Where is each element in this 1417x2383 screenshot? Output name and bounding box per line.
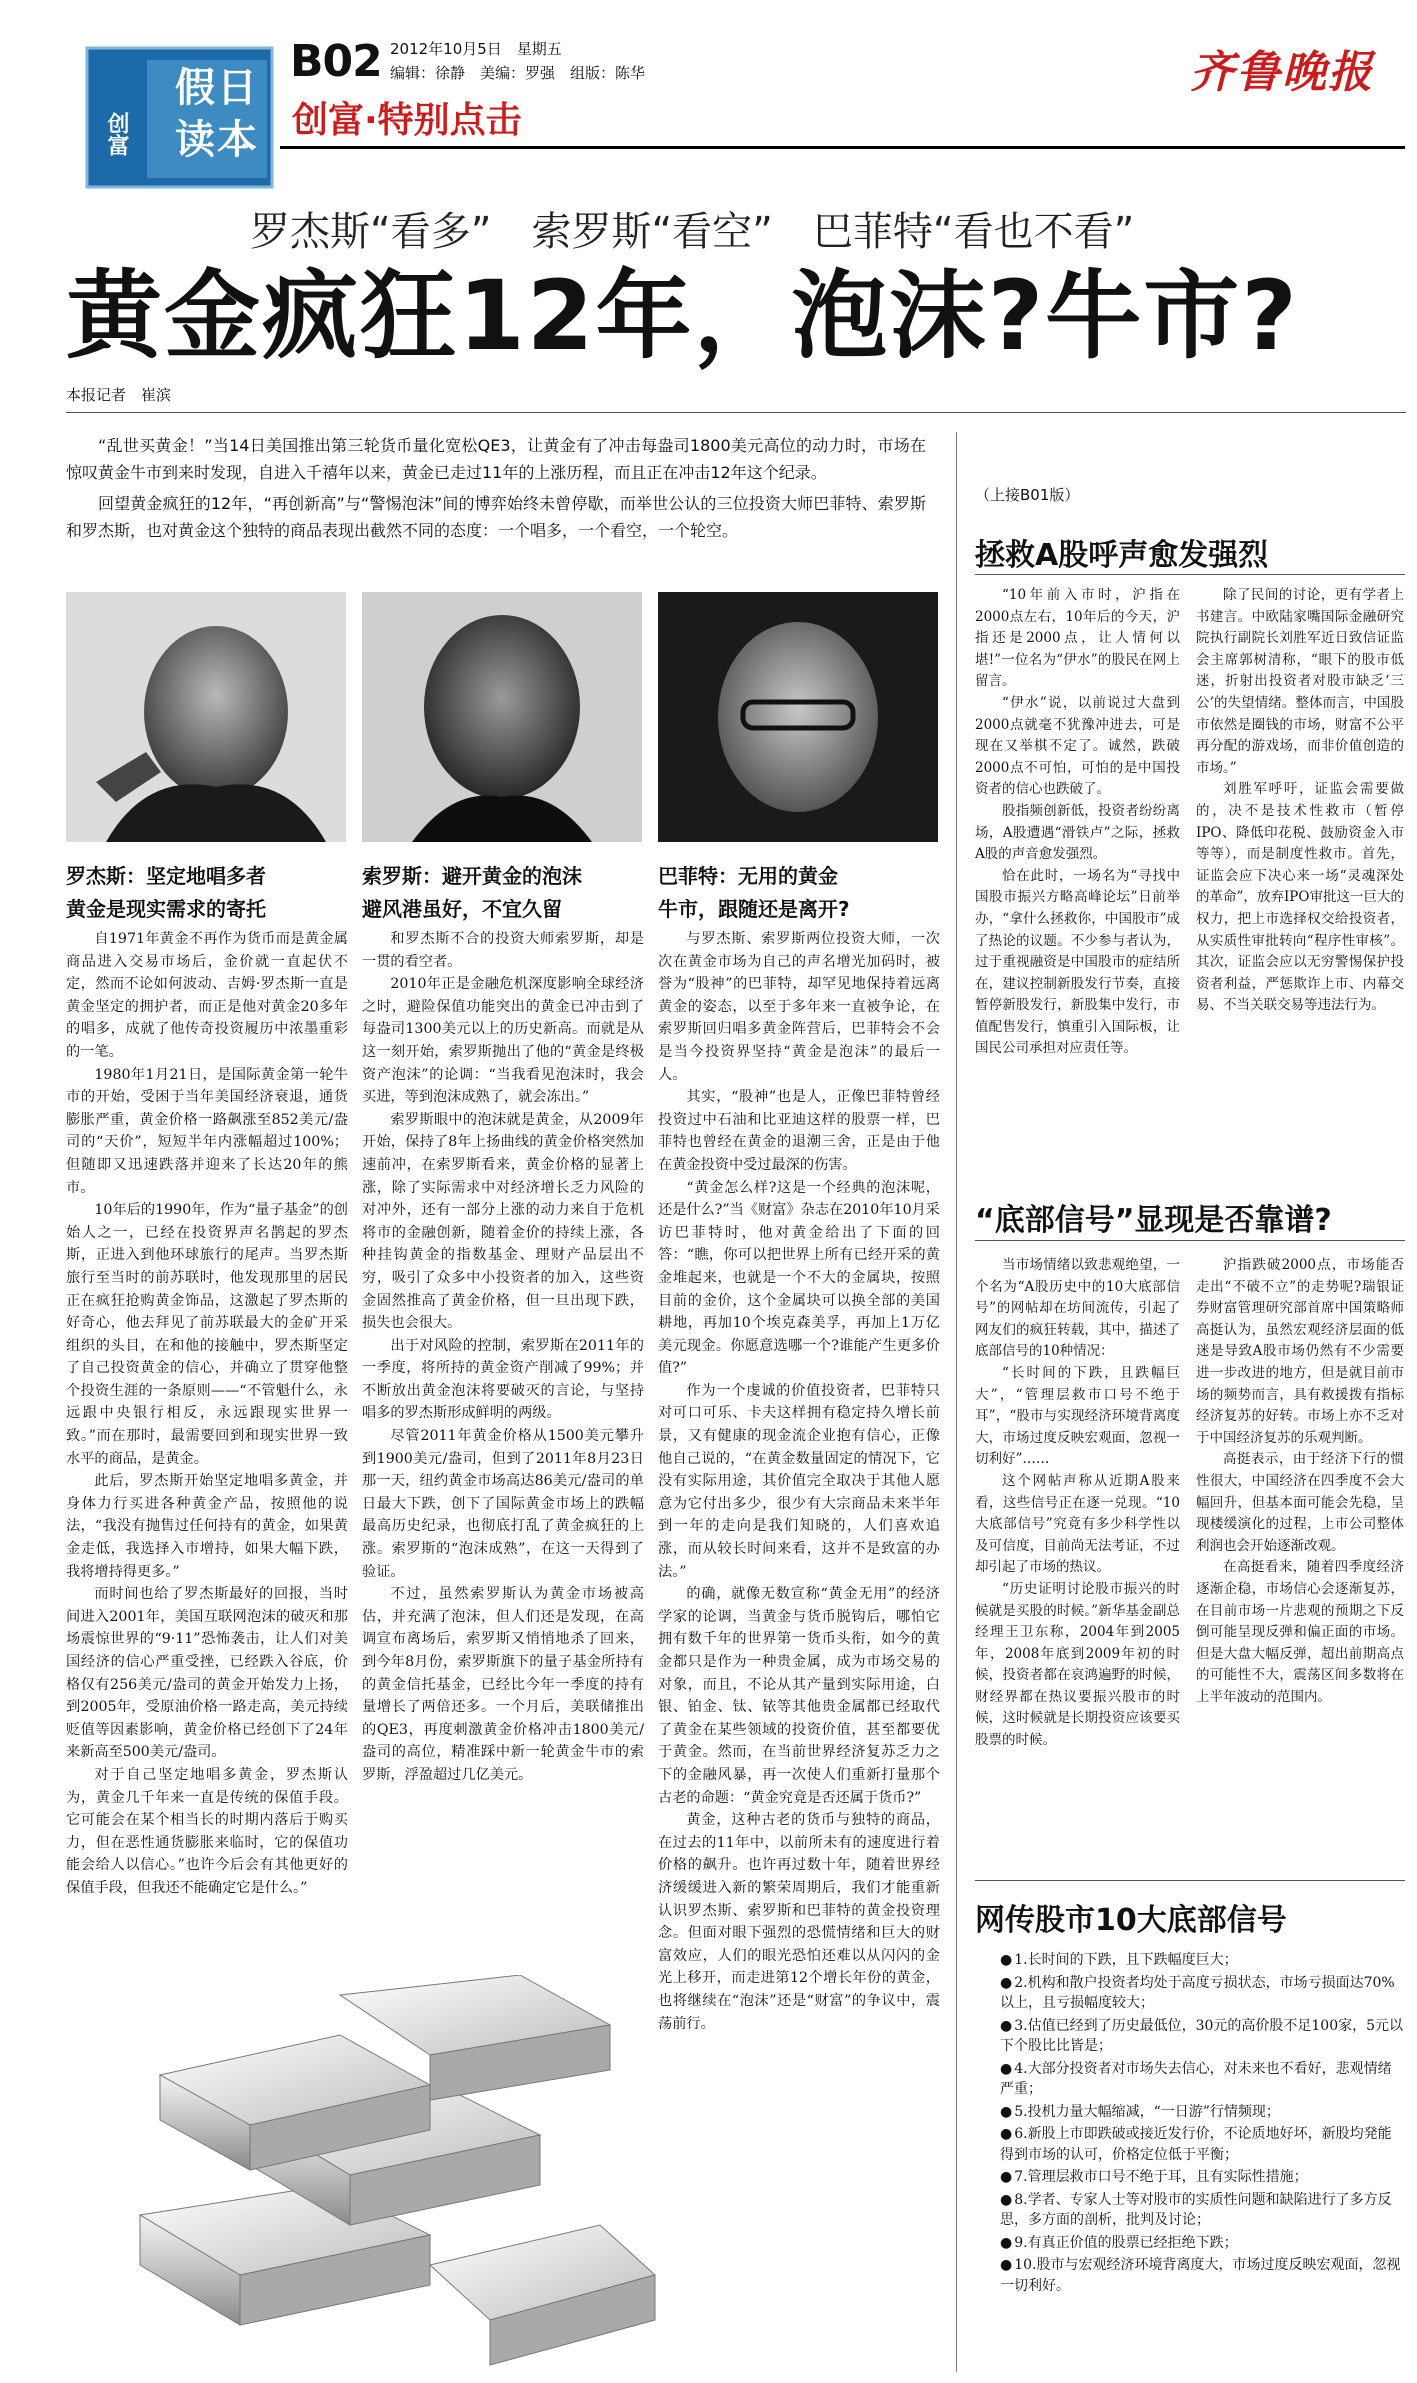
sidebar-s1-col1 (975, 585, 1180, 1145)
rogers-paragraph: 10年后的1990年，作为“量子基金”的创始人之一，已经在投资界声名鹊起的罗杰斯，正进入到他环球旅行的尾声。当罗杰斯旅行至当时的前苏联时，他发现那里的居民正在疯狂抢购黄金饰品，这激起了罗杰斯的好奇心，他去拜见了前苏联最大的金矿开采组织的头目，在和他的接触中，罗杰斯坚定了自己投资黄金的信心，并确立了贯穿他整个投资生涯的一条原则——“不管魁什么，永远跟中央银行相反，永远跟现实世界一致。”而在那时，最需要回到和现实世界一致水平的商品，是黄金。 (66, 1202, 348, 1467)
lead-block (66, 432, 926, 544)
sidebar-title-1: 拯救A股呼声愈发强烈 (975, 538, 1269, 573)
rogers-paragraph: 而时间也给了罗杰斯最好的回报，当时间进入2001年，美国互联网泡沫的破灭和那场震惊世界的“9·11”恐怖袭击，让人们对美国经济的信心严重受挫，已经跌入谷底，价格仅有256美元/盎司的黄金开始发力上扬，到2005年，受原油价格一路走高，美元持续贬值等因素影响，黄金价格已经创下了24年来新高至500美元/盎司。 (66, 1586, 348, 1761)
rogers-paragraph: 1980年1月21日，是国际黄金第一轮牛市的开始，受困于当年美国经济衰退，通货膨胀严重，黄金价格一路飙涨至852美元/盎司的“天价”，短短半年内涨幅超过100%；但随即又迅速跌落并迎来了长达20年的熊市。 (66, 1066, 348, 1196)
rogers-photo (66, 592, 346, 842)
sidebar-paragraph: “10年前入市时，沪指在2000点左右，10年后的今天，沪指还是2000点，让人情何以堪!”一位名为“伊水”的股民在网上留言。 (975, 587, 1180, 690)
signal-item: ● 2.机构和散户投资者均处于高度亏损状态，市场亏损面达70%以上，且亏损幅度较大； (1000, 1973, 1405, 2014)
header-rule (280, 146, 1405, 149)
sidebar-title-1-rule (975, 574, 1405, 575)
badge-big-1: 假日 (175, 65, 259, 111)
sidebar-s2-col1 (975, 1255, 1180, 1855)
byline: 本报记者 崔滨 (66, 386, 172, 404)
soros-paragraph: 2010年正是金融危机深度影响全球经济之时，避险保值功能突出的黄金已冲击到了每盎司1300美元以上的历史新高。而就是从这一刻开始，索罗斯抛出了他的“黄金是终极资产泡沫”的论调：“当我看见泡沫时，我会买进，等到泡沫成熟了，就会冻出。” (362, 976, 644, 1106)
rogers-head-2: 黄金是现实需求的寄托 (66, 897, 266, 921)
soros-paragraph: 出于对风险的控制，索罗斯在2011年的一季度，将所持的黄金资产削减了99%；并不断放出黄金泡沫将要破灭的言论，与坚持唱多的罗杰斯形成鲜明的两级。 (362, 1337, 644, 1422)
article-subtitle: 罗杰斯“看多” 索罗斯“看空” 巴菲特“看也不看” (250, 209, 1135, 255)
header-badge (67, 38, 275, 190)
buffett-column (658, 928, 940, 2313)
signal-item: ● 7.管理层救市口号不绝于耳，且有实际性措施； (1000, 2167, 1405, 2188)
signal-item: ● 6.新股上市即跌破或接近发行价，不论质地好坏，新股均発能得到市场的认可，价格定位低于平衡； (1000, 2124, 1405, 2165)
rogers-paragraph: 自1971年黄金不再作为货币而是黄金属商品进入交易市场后，金价就一直起伏不定，然而不论如何波动、吉姆·罗杰斯一直是黄金坚定的拥护者，而正是他对黄金20多年的唱多，成就了他传奇投资履历中浓墨重彩的一笔。 (66, 931, 348, 1060)
signals-list (1000, 1950, 1405, 2298)
page-number: B02 (290, 36, 382, 87)
sidebar-paragraph: 除了民间的讨论，更有学者上书建言。中欧陆家嘴国际金融研究院执行副院长刘胜军近日致信证监会主席郭树清称，“眼下的股市低迷，折射出投资者对股市缺乏‘三公’的失望情绪。整体而言，中国股市依然是圈钱的市场，财富不公平再分配的游戏场，而非价值创造的市场。” (1196, 587, 1404, 776)
soros-head-1: 索罗斯：避开黄金的泡沫 (362, 864, 582, 888)
issue-date: 2012年10月5日 星期五 (390, 40, 562, 58)
sidebar-paragraph: 当市场情绪以致悲观绝望，一个名为“A股历史中的10大底部信号”的网帖却在坊间流传，引起了网友们的疯狂转载，其中，描述了底部信号的10种情况： (975, 1257, 1180, 1360)
buffett-paragraph: 作为一个虔诚的价值投资者，巴菲特只对可口可乐、卡夫这样拥有稳定持久增长前景，又有健康的现金流企业抱有信心，正像他自己说的，“在黄金数量固定的情况下，它没有实际用途，其价值完全取决于其他人愿意为它付出多少，很少有大宗商品未来半年到一年的走向是我们知晓的，人们喜欢追涨，而从较长时间来看，这并不是致富的办法。” (658, 1382, 940, 1580)
rogers-head-1: 罗杰斯：坚定地唱多者 (66, 864, 266, 888)
signal-item: ● 10.股市与宏观经济环境背离度大，市场过度反映宏观面，忽视一切利好。 (1000, 2255, 1405, 2296)
soros-paragraph: 和罗杰斯不合的投资大师索罗斯，却是一贯的看空者。 (362, 931, 644, 970)
sidebar-divider (956, 432, 957, 2372)
article-title: 黄金疯狂12年，泡沫?牛市? (66, 260, 1299, 372)
editors-line: 编辑：徐静 美编：罗强 组版：陈华 (390, 64, 646, 82)
newspaper-logo: 齐鲁晚报 (1190, 47, 1374, 98)
sidebar-paragraph: 在高挺看来，随着四季度经济逐渐企稳，市场信心会逐渐复苏，在目前市场一片悲观的预期之下反倒可能呈现反弹和偏正面的市场。但是大盘大幅反弹，超出前期高点的可能性不大，震荡区间多数将在上半年波动的范围内。 (1196, 1559, 1404, 1705)
buffett-head-2: 牛市，跟随还是离开? (658, 897, 850, 921)
buffett-photo (658, 592, 938, 842)
buffett-paragraph: “黄金怎么样?这是一个经典的泡沫呢，还是什么?”当《财富》杂志在2010年10月采访巴菲特时，他对黄金给出了下面的回答：“瞧，你可以把世界上所有已经开采的黄金堆起来，也就是一个不大的金属块，按照目前的金价，这个金属块可以换全部的美国耕地，再加10个埃克森美孚，再加上1万亿美元现金。你愿意选哪一个?谁能产生更多价值?” (658, 1179, 940, 1377)
signal-item: ● 3.估值已经到了历史最低位，30元的高价股不足100家，5元以下个股比比皆是； (1000, 2016, 1405, 2057)
sidebar-paragraph: 这个网帖声称从近期A股来看，这些信号正在逐一兑现。“10大底部信号”究竟有多少科学性以及可信度，目前尚无法考证，不过却引起了市场的热议。 (975, 1472, 1180, 1576)
soros-paragraph: 索罗斯眼中的泡沫就是黄金，从2009年开始，保持了8年上扬曲线的黄金价格突然加速前冲，在索罗斯看来，黄金价格的显著上涨，除了实际需求中对经济增长乏力风险的对冲外，还有一部分上涨的动力来自于危机将市的金融创新，随着金价的持续上涨，各种挂钩黄金的指数基金、理财产品层出不穷，吸引了众多中小投资者的加入，这些资金固然推高了黄金价格，但一旦出现下跌，损失也会很大。 (362, 1111, 644, 1332)
sidebar-paragraph: “历史证明讨论股市振兴的时候就是买股的时候。”新华基金副总经理王卫东称，2004年到2005年，2008年底到2009年初的时候，投资者都在哀鸿遍野的时候，财经界都在热议要振兴股市的时候，这时候就是长期投资应该要买股票的时候。 (975, 1580, 1180, 1749)
sidebar-paragraph: 股指频创新低，投资者纷纷离场，A股遭遇“滑铁卢”之际，拯救A股的声音愈发强烈。 (975, 802, 1180, 863)
section-title: 创富·特别点击 (292, 100, 522, 141)
soros-column (362, 928, 644, 1858)
buffett-head-1: 巴菲特：无用的黄金 (658, 864, 838, 888)
signal-item: ● 8.学者、专家人士等对股市的实质性问题和缺陷进行了多方反思，多方面的剖析，批判及讨论； (1000, 2190, 1405, 2231)
signal-item: ● 9.有真正价值的股票已经拒绝下跌； (1000, 2233, 1405, 2254)
sidebar-paragraph: “伊水”说，以前说过大盘到2000点就毫不犹豫冲进去，可是现在又举棋不定了。诚然，跌破2000点不可怕，可怕的是中国投资者的信心也跌破了。 (975, 694, 1180, 798)
signal-item: ● 5.投机力量大幅缩减，“一日游”行情频现； (1000, 2102, 1405, 2123)
sidebar-paragraph: “长时间的下跌，且跌幅巨大”，“管理层救市口号不绝于耳”，“股市与实现经济环境背离度大，市场过度反映宏观面，忽视一切利好”…… (975, 1364, 1180, 1468)
soros-photo (362, 592, 642, 842)
sidebar-paragraph: 高挺表示，由于经济下行的惯性很大，中国经济在四季度不会大幅回升，但基本面可能会先稳，呈现楼缓演化的过程，上市公司整体利润也会开始逐渐改观。 (1196, 1451, 1404, 1554)
badge-small: 创富 (104, 112, 129, 156)
title-rule (66, 412, 1406, 413)
soros-paragraph: 不过，虽然索罗斯认为黄金市场被高估，并充满了泡沫，但人们还是发现，在高调宣布离场后，索罗斯又悄悄地杀了回来，到今年8月份，索罗斯旗下的量子基金所持有的黄金信托基金，已经比今年一季度的持有量增长了两倍还多。一个月后，美联储推出的QE3，再度刺激黄金价格冲击1800美元/盎司的高位，精准踩中新一轮黄金牛市的索罗斯，浮盈超过几亿美元。 (362, 1586, 644, 1783)
buffett-paragraph: 其实，“股神”也是人，正像巴菲特曾经投资过中石油和比亚迪这样的股票一样，巴菲特也曾经在黄金的退潮三舍，正是由于他在黄金投资中受过最深的伤害。 (658, 1089, 940, 1173)
badge-big-2: 读本 (175, 117, 259, 163)
signals-rule (975, 1880, 1405, 1881)
sidebar-s1-col2 (1196, 585, 1404, 1145)
buffett-paragraph: 与罗杰斯、索罗斯两位投资大师，一次次在黄金市场为自己的声名增光加码时，被誉为“股神”的巴菲特，却罕见地保持着远离黄金的姿态，以至于多年来一直被争论，在索罗斯回归唱多黄金阵营后，巴菲特会不会是当今投资界坚持“黄金是泡沫”的最后一人。 (658, 931, 940, 1083)
rogers-paragraph: 对于自己坚定地唱多黄金，罗杰斯认为，黄金几千年来一直是传统的保值手段。它可能会在某个相当长的时期内落后于购买力，但在恶性通货膨胀来临时，它的保值功能会给人以信心。”也许今后会有其他更好的保值手段，但我还不能确定它是什么。” (66, 1766, 348, 1896)
soros-head-2: 避风港虽好，不宜久留 (362, 897, 562, 921)
sidebar-title-3: 网传股市10大底部信号 (975, 1903, 1287, 1938)
rogers-column (66, 928, 348, 1968)
sidebar-paragraph: 刘胜军呼吁，证监会需要做的，决不是技术性救市（暂停IPO、降低印花税、鼓励资金入市等等），而是制度性救市。首先，证监会应下决心来一场“灵魂深处的革命”，放弃IPO审批这一巨大的权力，把上市选择权交给投资者，从实质性审批转向“程序性审核”。其次，证监会应以无穷警惕保护投资者利益，严惩欺诈上市、内幕交易、不当关联交易等违法行为。 (1196, 781, 1404, 1014)
buffett-paragraph: 黄金，这种古老的货币与独特的商品，在过去的11年中，以前所未有的速度进行着价格的飙升。也许再过数十年，随着世界经济缓缓进入新的繁荣周期后，我们才能重新认识罗杰斯、索罗斯和巴菲特的黄金投资理念。但面对眼下强烈的恐慌情绪和巨大的财富效应，人们的眼光恐怕还难以从闪闪的金光上移开，而走进第12个增长年份的黄金，也将继续在“泡沫”还是“财富”的争议中，震荡前行。 (658, 1812, 940, 2032)
soros-paragraph: 尽管2011年黄金价格从1500美元攀升到1900美元/盎司，但到了2011年8月23日那一天，纽约黄金市场高达86美元/盎司的单日最大下跌，创下了国际黄金市场上的跌幅最高历史纪录，也彻底打乱了黄金疯狂的上涨。索罗斯的“泡沫成熟”，在这一天得到了验证。 (362, 1428, 644, 1580)
sidebar-paragraph: 沪指跌破2000点，市场能否走出“不破不立”的走势呢?瑞银证券财富管理研究部首席中国策略师高挺认为，虽然宏观经济层面的低迷是导致A股市场仍然有不少需要进一步改进的地方，但是就目前市场的频势而言，具有救援拨有指标经济复苏的好转。市场上亦不乏对于中国经济复苏的乐观判断。 (1196, 1257, 1404, 1446)
buffett-paragraph: 的确，就像无数宣称“黄金无用”的经济学家的论调，当黄金与货币脱钩后，哪怕它拥有数千年的世界第一货币头衔，如今的黄金都只是作为一种贵金属，成为市场交易的对象，而且，不论从其产量到实际用途，白银、铂金、钛、铱等其他贵金属都已经取代了黄金在某些领域的投资价值，甚至都要优于黄金。然而，在当前世界经济复苏乏力之下的金融风暴，再一次使人们重新打量那个古老的命题：“黄金究竟是否还属于货币?” (658, 1586, 940, 1806)
lead-paragraph-1: “乱世买黄金！”当14日美国推出第三轮货币量化宽松QE3，让黄金有了冲击每盎司1800美元高位的动力时，市场在惊叹黄金牛市到来时发现，自进入千禧年以来，黄金已走过11年的上涨历程，而且正在冲击12年这个纪录。 (66, 436, 926, 482)
signal-item: ● 1.长时间的下跌，且下跌幅度巨大； (1000, 1950, 1405, 1971)
signal-item: ● 4.大部分投资者对市场失去信心，对未来也不看好，悲观情绪严重； (1000, 2059, 1405, 2100)
sidebar-paragraph: 恰在此时，一场名为“寻找中国股市振兴方略高峰论坛”日前举办，“拿什么拯救你，中国股市”成了热论的议题。不少参与者认为，过于重视融资是中国股市的症结所在，建议控制新股发行节奏，直接暂停新股发行，新股集中发行，市值配售发行，慎重引入国际板，让国民公司承担对应责任等。 (975, 867, 1180, 1057)
lead-paragraph-2: 回望黄金疯狂的12年，“再创新高”与“警惕泡沫”间的博弈始终未曾停歇，而举世公认的三位投资大师巴菲特、索罗斯和罗杰斯，也对黄金这个独特的商品表现出截然不同的态度：一个唱多，一个看空，一个轮空。 (66, 494, 926, 540)
sidebar-title-2: “底部信号”显现是否靠谱? (975, 1203, 1332, 1238)
sidebar-s2-col2 (1196, 1255, 1404, 1855)
continue-note: （上接B01版） (975, 486, 1080, 504)
rogers-paragraph: 此后，罗杰斯开始坚定地唱多黄金，并身体力行买进各种黄金产品，按照他的说法，“我没有抛售过任何持有的黄金，如果黄金走低，我选择入市增持，如果大幅下跌，我将增持得更多。” (66, 1473, 348, 1580)
sidebar-title-2-rule (975, 1240, 1405, 1241)
gold-bars-illustration (100, 1975, 660, 2370)
